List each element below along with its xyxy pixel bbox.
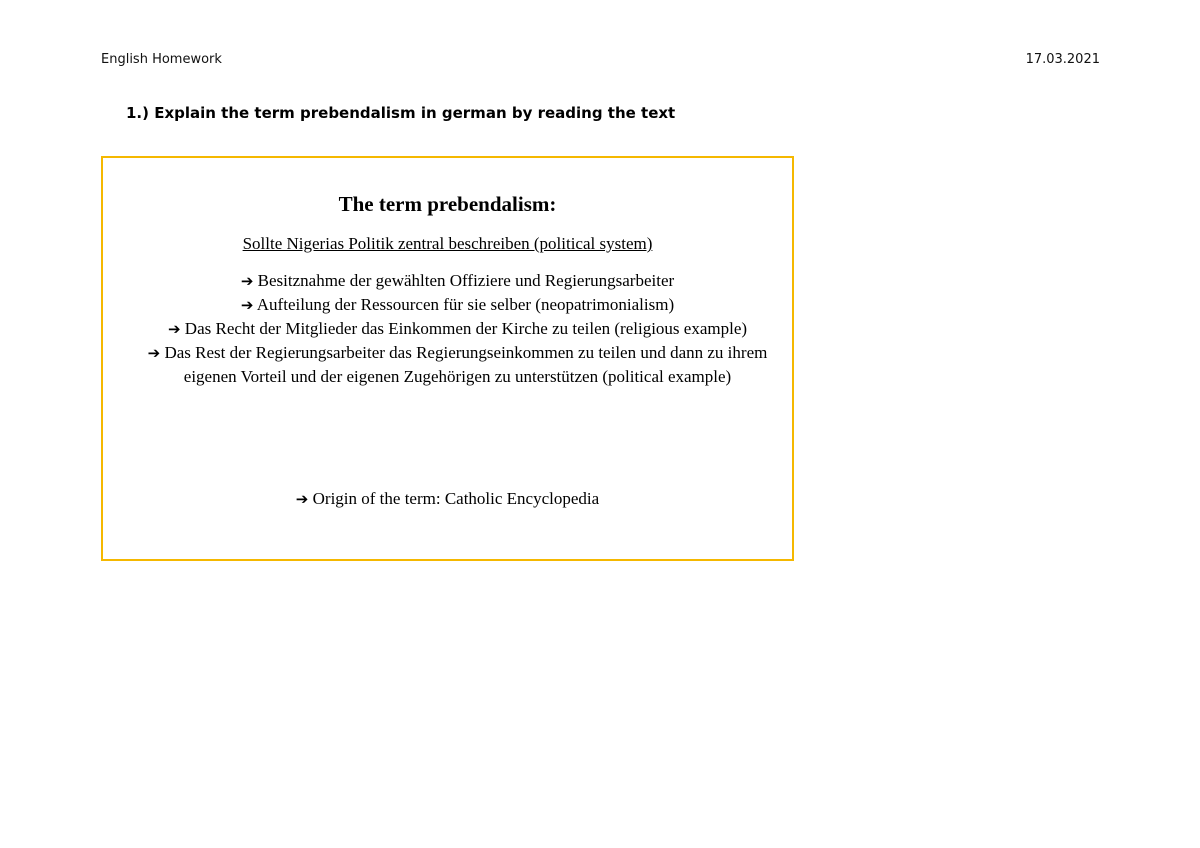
arrow-right-icon: ➔	[240, 296, 254, 314]
box-subtitle	[103, 234, 792, 254]
list-item	[143, 293, 772, 317]
header-title: English Homework	[101, 52, 222, 67]
box-title: The term prebendalism:	[338, 192, 557, 216]
bullet-text: Besitznahme der gewählten Offiziere und Regierungsarbeiter	[257, 271, 675, 290]
header-date: 17.03.2021	[1025, 52, 1100, 67]
box-subtitle-text: Sollte Nigerias Politik zentral beschreiben (political system)	[242, 234, 653, 253]
list-item	[143, 317, 772, 341]
arrow-right-icon: ➔	[295, 490, 309, 508]
list-item	[143, 341, 772, 389]
list-item	[143, 269, 772, 293]
arrow-right-icon: ➔	[147, 344, 161, 362]
bullet-text: Das Recht der Mitglieder das Einkommen der Kirche zu teilen (religious example)	[184, 319, 748, 338]
origin-line	[103, 489, 792, 509]
answer-box	[101, 156, 794, 561]
origin-text: Origin of the term: Catholic Encyclopedia	[312, 489, 600, 508]
arrow-right-icon: ➔	[240, 272, 254, 290]
bullet-text: Aufteilung der Ressourcen für sie selber (neopatrimonialism)	[256, 295, 675, 314]
question-heading: 1.) Explain the term prebendalism in german by reading the text	[126, 104, 676, 122]
bullet-list	[143, 269, 772, 389]
bullet-text: Das Rest der Regierungsarbeiter das Regierungseinkommen zu teilen und dann zu ihrem eigenen Vorteil und der eigenen Zugehörigen zu unterstützen (political example)	[164, 343, 768, 386]
arrow-right-icon: ➔	[167, 320, 181, 338]
